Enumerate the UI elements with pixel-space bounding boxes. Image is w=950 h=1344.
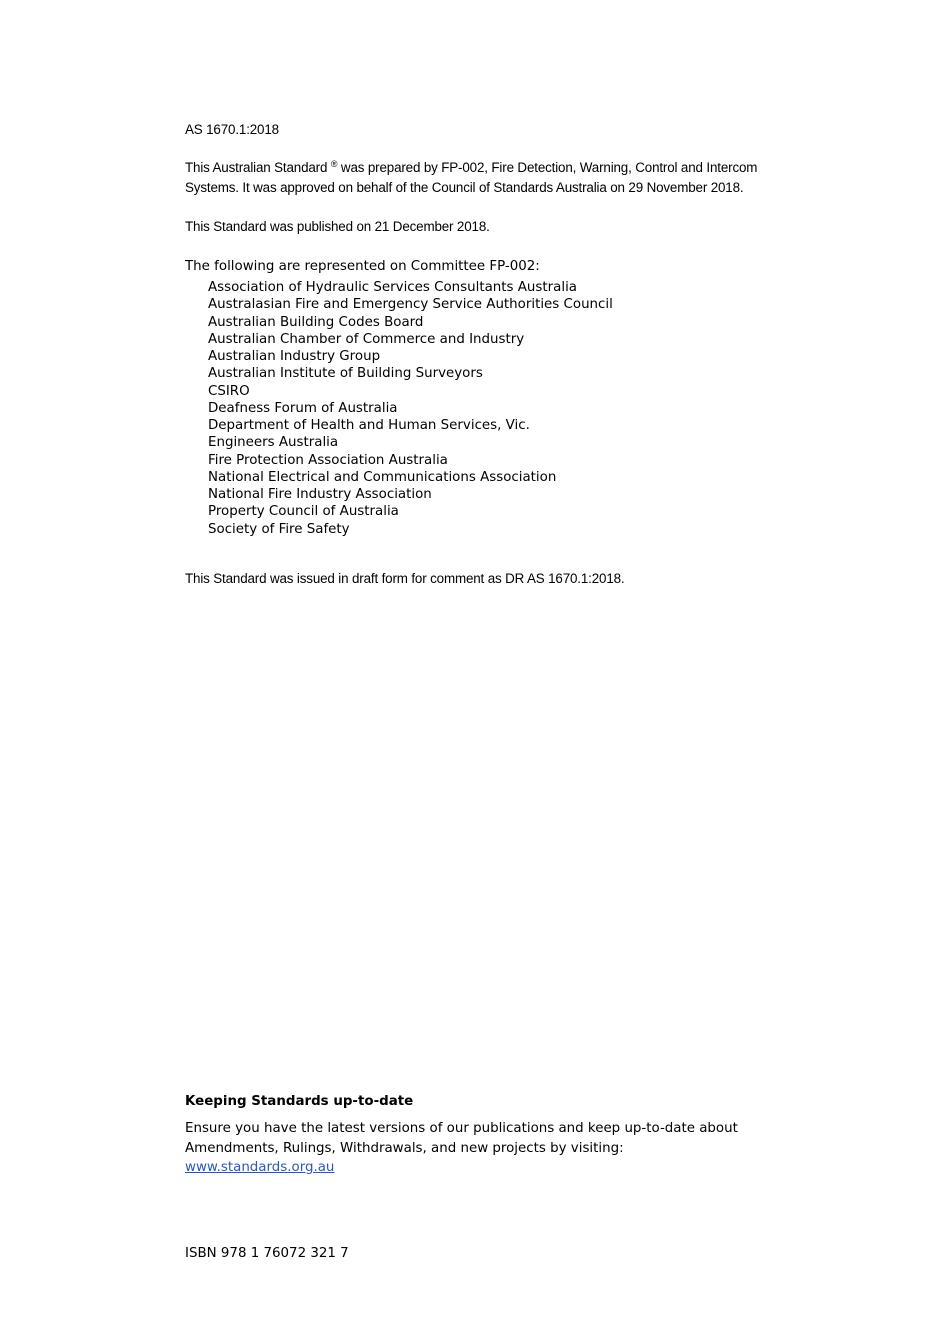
preparation-paragraph (185, 155, 765, 197)
committee-member: Australian Building Codes Board (208, 314, 424, 330)
committee-member: Deafness Forum of Australia (208, 400, 398, 416)
committee-member: Association of Hydraulic Services Consultants Australia (208, 280, 578, 295)
keeping-up-to-date-heading: Keeping Standards up-to-date (185, 1094, 414, 1109)
committee-member: National Fire Industry Association (208, 487, 432, 502)
committee-member: Australian Chamber of Commerce and Industry (208, 331, 525, 347)
committee-member: Fire Protection Association Australia (208, 452, 448, 468)
committee-member: Australian Institute of Building Surveyors (208, 366, 483, 382)
committee-intro: The following are represented on Committee FP-002: (185, 259, 540, 274)
committee-member: Australian Industry Group (208, 349, 381, 364)
committee-member: Society of Fire Safety (208, 521, 350, 537)
published-date: This Standard was published on 21 December 2018. (185, 219, 490, 234)
document-id: AS 1670.1:2018 (185, 122, 279, 137)
isbn: ISBN 978 1 76072 321 7 (185, 1246, 349, 1261)
standards-website-link[interactable]: www.standards.org.au (185, 1160, 335, 1175)
preparation-text-end: was prepared by FP-002, Fire Detection, Warning, Control and Intercom Systems. It was approved on behalf of the Council of Standards Australia on 29 November 2018. (185, 160, 758, 195)
committee-member: Australasian Fire and Emergency Service Authorities Council (208, 297, 613, 313)
keeping-body-text: Ensure you have the latest versions of our publications and keep up-to-date about Amendments, Rulings, Withdrawals, and new projects by visiting: (185, 1121, 738, 1156)
draft-note: This Standard was issued in draft form for comment as DR AS 1670.1:2018. (185, 571, 625, 586)
preparation-text-start: This Australian Standard (185, 160, 331, 175)
committee-member: Department of Health and Human Services, Vic. (208, 418, 530, 433)
committee-member-list (208, 279, 613, 538)
keeping-up-to-date-body (185, 1119, 785, 1178)
committee-member: Property Council of Australia (208, 504, 399, 520)
registered-mark: ® (330, 159, 338, 169)
committee-member: Engineers Australia (208, 435, 339, 451)
committee-member: CSIRO (208, 383, 250, 399)
committee-member: National Electrical and Communications Association (208, 469, 557, 485)
